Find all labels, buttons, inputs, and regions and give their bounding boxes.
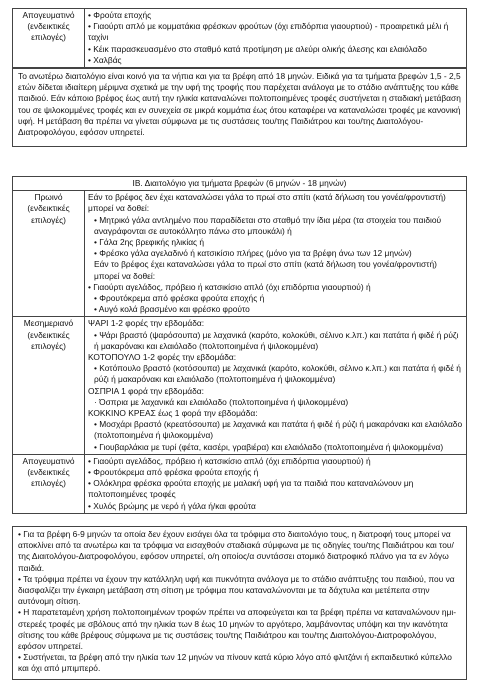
list-item: • Κέικ παρασκευασμένο στο σταθμό κατά προτίμηση με αλεύρι ολικής άλεσης και ελαιόλαδο bbox=[88, 43, 427, 54]
note-paragraph: • Τα τρόφιμα πρέπει να έχουν την κατάλληλη υφή και πυκνότητα ανάλογα με το στάδιο ανάπτυξης του παιδιού, που να διασφαλίζει την έγκαιρη μετάβαση στη σίτιση με τρόφιμα που καταναλώνονται με τα δάχτυλα και μετέπειτα στην αυτόνομη σίτιση. bbox=[18, 573, 455, 607]
meal-label-cell bbox=[13, 9, 85, 68]
list-item: • Αυγό κολά βρασμένο και φρέσκο φρούτο bbox=[94, 304, 250, 315]
note-paragraph: • Η παρατεταμένη χρήση πολτοποιημένων τροφών πρέπει να αποφεύγεται και τα βρέφη πρέπει να καταναλώνουν ημι-στερεές τροφές με σβόλους από την ηλικία των 8 έως 10 μηνών το αργότερο, λαμβάνοντας υπόψη και την ικανότητα σίτισης του κάθε βρέφους σύμφωνα με τις συστάσεις του/της Παιδιάτρου και του/της Διαιτολόγου-Διατροφολόγου, εφόσον υπηρετεί. bbox=[18, 607, 457, 652]
list-item: • Φρουτόκρεμα από φρέσκα φρούτα εποχής ή bbox=[88, 467, 259, 478]
list-item: ΚΟΤΟΠΟΥΛΟ 1-2 φορές την εβδομάδα: bbox=[88, 352, 237, 363]
note-box bbox=[12, 68, 467, 147]
list-item: · Όσπρια με λαχανικά και ελαιόλαδο (πολτοποιημένα ή ψιλοκομμένα) bbox=[94, 396, 349, 407]
list-item: ΟΣΠΡΙΑ 1 φορά την εβδομάδα: bbox=[88, 385, 204, 396]
meal-label: Απογευματινό bbox=[22, 10, 75, 20]
list-item: • Φρούτα εποχής bbox=[88, 10, 152, 20]
list-item: • Ολόκληρα φρέσκα φρούτα εποχής με μαλακή υφή για τα παιδιά που καταναλώνουν μη πολτοποιημένες τροφές bbox=[88, 478, 414, 500]
meal-options-cell bbox=[85, 317, 467, 454]
meal-sublabel: (ενδεικτικές επιλογές) bbox=[27, 203, 70, 225]
list-item: • Γιαούρτι απλό με κομματάκια φρέσκων φρούτων (όχι επιδόρπια γιαουρτιού) - προαιρετικά μέλι ή ταχίνι bbox=[88, 21, 449, 43]
meal-sublabel: (ενδεικτικές επιλογές) bbox=[27, 329, 70, 351]
meal-label-cell bbox=[13, 317, 85, 454]
list-item: • Χυλός βρώμης με νερό ή γάλα ή/και φρούτα bbox=[88, 500, 256, 511]
table-header-row bbox=[13, 177, 467, 191]
list-item: Εάν το βρέφος δεν έχει καταναλώσει γάλα το πρωί στο σπίτι (κατά δήλωση του γονέα/φροντιστή) μπορεί να δοθεί: bbox=[88, 192, 446, 214]
list-item: • Φρέσκο γάλα αγελαδινό ή κατσικίσιο πλήρες (μόνο για τα βρέφη άνω των 12 μηνών) bbox=[94, 248, 412, 259]
list-item: Εάν το βρέφος έχει καταναλώσει γάλα το πρωί στο σπίτι (κατά δήλωση του γονέα/φροντιστή) μπορεί να δοθεί: bbox=[94, 259, 437, 281]
table-row bbox=[13, 9, 467, 68]
list-item: • Γάλα 2ης βρεφικής ηλικίας ή bbox=[94, 237, 205, 248]
infant-diet-table bbox=[12, 176, 467, 514]
meal-label: Πρωινό bbox=[34, 192, 63, 203]
list-item: ΨΑΡΙ 1-2 φορές την εβδομάδα: bbox=[88, 318, 205, 329]
table-row bbox=[13, 191, 467, 317]
meal-label-cell bbox=[13, 454, 85, 513]
list-item: • Χαλβάς bbox=[88, 54, 122, 65]
table-title: ΙΒ. Διαιτολόγιο για τμήματα βρεφών (6 μηνών - 18 μηνών) bbox=[13, 177, 467, 191]
notes-box bbox=[12, 526, 467, 680]
note-paragraph: • Συστήνεται, τα βρέφη από την ηλικία των 12 μηνών να πίνουν κατά κύριο λόγο από φλιτζάνι ή εκπαιδευτικό κύπελλο και όχι από μπιμπερό. bbox=[18, 652, 452, 674]
list-item: • Μητρικό γάλα αντλημένο που παραδίδεται στο σταθμό την ίδια μέρα (τα στοιχεία του παιδιού αναγράφονται σε αυτοκόλλητο πάνω στο μπουκάλι) ή bbox=[94, 214, 442, 236]
list-item: • Γιαούρτι αγελάδος, πρόβειο ή κατσικίσιο απλό (όχι επιδόρπια γιαουρτιού) ή bbox=[88, 455, 371, 466]
meal-sublabel: (ενδεικτικές επιλογές) bbox=[27, 21, 70, 43]
afternoon-snack-table bbox=[12, 8, 467, 68]
meal-options-cell bbox=[85, 191, 467, 317]
meal-options-cell bbox=[85, 454, 467, 513]
list-item: ΚΟΚΚΙΝΟ ΚΡΕΑΣ έως 1 φορά την εβδομάδα: bbox=[88, 408, 258, 419]
list-item: • Γιαούρτι αγελάδος, πρόβειο ή κατσικίσιο απλό (όχι επιδόρπια γιαουρτιού) ή bbox=[88, 281, 371, 292]
note-paragraph: • Για τα βρέφη 6-9 μηνών τα οποία δεν έχουν εισάγει όλα τα τρόφιμα στο διαιτολόγιο τους, η διατροφή τους μπορεί να αποκλίνει από τα ανωτέρω και τα τρόφιμα να εισαχθούν σταδιακά σύμφωνα με τις οδηγίες του/της Παιδιάτρου και του/της Διαιτολόγου-Διατροφολόγου, εφόσον υπηρετεί, ο/η οποίος/α συντάσσει ατομικό διατροφικό πλάνο για τα εν λόγω παιδιά. bbox=[18, 529, 454, 573]
note-paragraph: Το ανωτέρω διαιτολόγιο είναι κοινό για τα νήπια και για τα βρέφη από 18 μηνών. Ειδικά για τα τμήματα βρεφών 1,5 - 2,5 ετών δίδεται ιδιαίτερη μέριμνα σχετικά με την υφή της τροφής που παρέχεται ανάλογα με το στάδιο ανάπτυξης του κάθε παιδιού. Εάν κάποιο βρέφος έως αυτή την ηλικία καταναλώνει πολτοποιημένες τροφές συστήνεται η σταδιακή μετάβαση του σε ψιλοκομμένες τροφές και εν συνεχεία σε μικρά κομμάτια έως ότου καταφέρει να καταναλώσει τροφές με κανονική υφή. Η μετάβαση θα πρέπει να γίνεται σύμφωνα με τις συστάσεις του/της Παιδιάτρου και του/της Διαιτολόγου-Διατροφολόγου, εφόσον υπηρετεί. bbox=[18, 71, 461, 138]
list-item: • Κοτόπουλο βραστό (κοτόσουπα) με λαχανικά (καρότο, κολοκύθι, σέλινο κ.λπ.) και πατάτα ή φιδέ ή ρύζι ή μακαρόνακι και ελαιόλαδο (πολτοποιημένα ή ψιλοκομμένα) bbox=[94, 363, 461, 385]
meal-label: Μεσημεριανό bbox=[23, 318, 74, 329]
meal-options-cell bbox=[85, 9, 467, 68]
table-row bbox=[13, 454, 467, 513]
table-row bbox=[13, 317, 467, 454]
list-item: • Μοσχάρι βραστό (κρεατόσουπα) με λαχανικά και πατάτα ή φιδέ ή ρύζι ή μακαρόνακι και ελαιόλαδο (πολτοποιημένα ή ψιλοκομμένα) bbox=[94, 419, 463, 441]
meal-label-cell bbox=[13, 191, 85, 317]
meal-sublabel: (ενδεικτικές επιλογές) bbox=[27, 467, 70, 489]
list-item: • Φρουτόκρεμα από φρέσκα φρούτα εποχής ή bbox=[94, 293, 265, 304]
meal-label: Απογευματινό bbox=[22, 455, 75, 466]
list-item: • Γιουβαρλάκια με τυρί (φέτα, κασέρι, γραβιέρα) και ελαιόλαδο (πολτοποιημένα ή ψιλοκομμένα) bbox=[94, 441, 444, 452]
list-item: • Ψάρι βραστό (ψαρόσουπα) με λαχανικά (καρότο, κολοκύθι, σέλινο κ.λπ.) και πατάτα ή φιδέ ή ρύζι ή μακαρόνακι και ελαιόλαδο (πολτοποιημένα ή ψιλοκομμένα) bbox=[94, 329, 459, 351]
